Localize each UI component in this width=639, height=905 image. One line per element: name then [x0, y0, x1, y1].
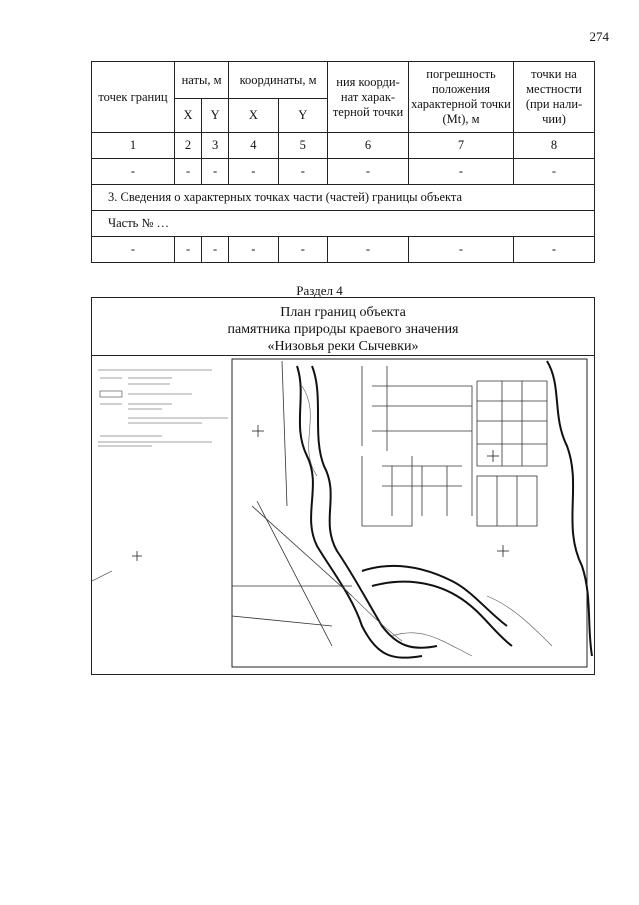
dash-cell: -: [278, 237, 327, 263]
dash-cell: -: [409, 159, 514, 185]
section3-heading: 3. Сведения о характерных точках части (частей) границы объекта: [92, 185, 595, 211]
boundary-map: [92, 356, 594, 674]
dash-cell: -: [175, 159, 202, 185]
num-cell: 4: [229, 133, 278, 159]
dash-cell: -: [92, 159, 175, 185]
page-number: 274: [589, 29, 609, 44]
dash-cell: -: [175, 237, 202, 263]
num-cell: 5: [278, 133, 327, 159]
dash-cell: -: [328, 237, 409, 263]
num-cell: 2: [175, 133, 202, 159]
col-x1: X: [175, 99, 202, 133]
dash-cell: -: [278, 159, 327, 185]
col-header-method: ния коорди-нат харак-терной точки: [328, 62, 409, 133]
num-cell: 8: [514, 133, 595, 159]
dash-cell: -: [202, 237, 229, 263]
field-grid: [232, 361, 547, 646]
survey-marks: [132, 425, 509, 561]
dash-cell: -: [229, 159, 278, 185]
dash-cell: -: [328, 159, 409, 185]
plan-box: [91, 297, 595, 675]
num-cell: 7: [409, 133, 514, 159]
coordinates-table: [91, 61, 595, 263]
col-header-coords-new: координаты, м: [229, 62, 328, 99]
num-cell: 1: [92, 133, 175, 159]
plan-title-line-2: памятника природы краевого значения: [227, 322, 459, 337]
contour-lines: [302, 386, 552, 656]
col-header-points: точек границ: [92, 62, 175, 133]
dash-cell: -: [229, 237, 278, 263]
col-y2: Y: [278, 99, 327, 133]
col-header-coords-old: наты, м: [175, 62, 229, 99]
section-label: Раздел 4: [296, 283, 343, 298]
boundary-line: [297, 361, 592, 658]
part-label: Часть № …: [92, 211, 595, 237]
map-legend: [98, 370, 228, 446]
dash-cell: -: [409, 237, 514, 263]
col-header-error: погрешность положения характерной точки (Mt), м: [409, 62, 514, 133]
plan-title-line-3: «Низовья реки Сычевки»: [267, 339, 419, 354]
num-cell: 6: [328, 133, 409, 159]
plan-title: [92, 298, 594, 356]
col-header-marks: точки на местности (при нали-чии): [514, 62, 595, 133]
plan-title-line-1: План границ объекта: [280, 305, 406, 320]
dash-cell: -: [202, 159, 229, 185]
col-y1: Y: [202, 99, 229, 133]
col-x2: X: [229, 99, 278, 133]
dash-cell: -: [514, 237, 595, 263]
dash-cell: -: [514, 159, 595, 185]
num-cell: 3: [202, 133, 229, 159]
dash-cell: -: [92, 237, 175, 263]
